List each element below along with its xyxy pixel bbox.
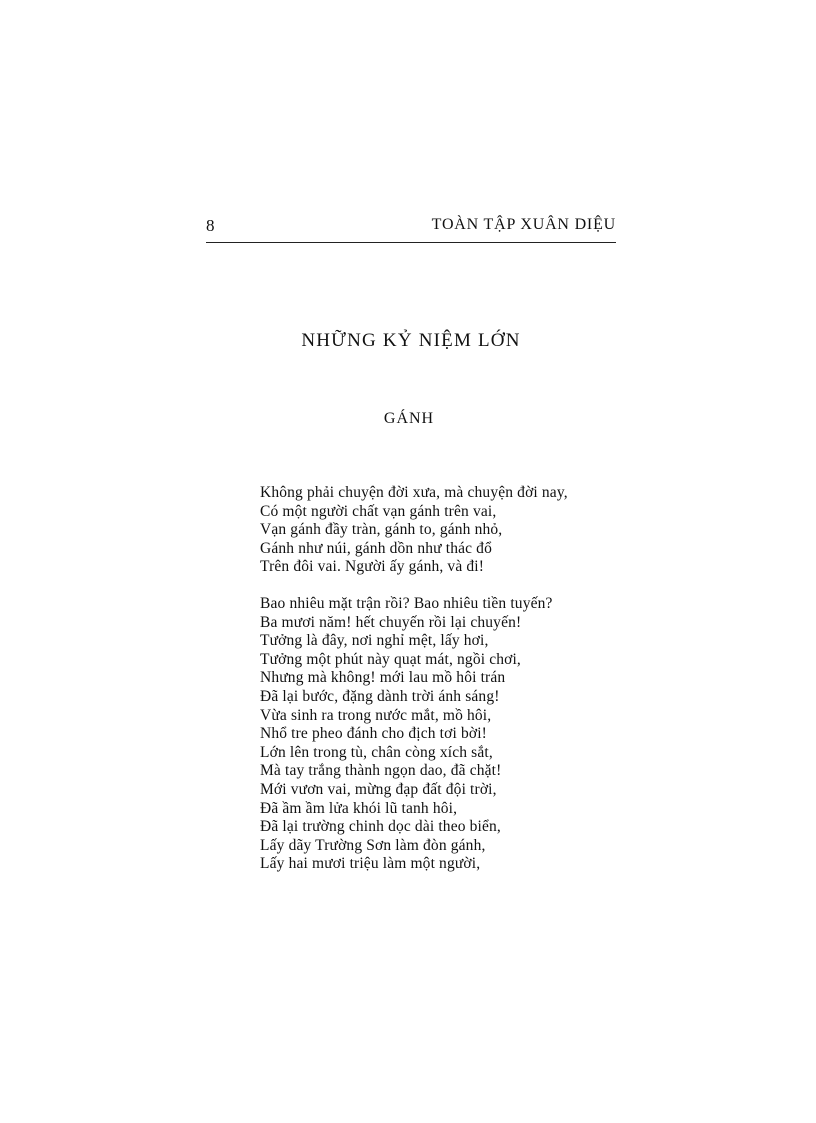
poem-line: Đã lại trường chinh dọc dài theo biển,: [260, 818, 501, 836]
section-title: NHỮNG KỶ NIỆM LỚN: [301, 330, 521, 351]
poem-line: Lấy hai mươi triệu làm một người,: [260, 855, 481, 873]
poem-line: Lấy dãy Trường Sơn làm đòn gánh,: [260, 836, 486, 854]
poem-line: Có một người chất vạn gánh trên vai,: [260, 502, 497, 520]
poem-line: Tưởng là đây, nơi nghỉ mệt, lấy hơi,: [260, 632, 489, 650]
poem-line: Tưởng một phút này quạt mát, ngồi chơi,: [260, 650, 521, 668]
running-header: [206, 216, 616, 243]
poem-line: Ba mươi năm! hết chuyến rồi lại chuyến!: [260, 613, 522, 631]
poem-line: Nhổ tre pheo đánh cho địch tơi bời!: [260, 725, 487, 743]
poem-body: [260, 484, 660, 892]
book-title: TOÀN TẬP XUÂN DIỆU: [431, 216, 616, 233]
poem-line: Không phải chuyện đời xưa, mà chuyện đời nay,: [260, 484, 568, 501]
poem-line: Trên đôi vai. Người ấy gánh, và đi!: [260, 558, 485, 576]
poem-line: Đã ầm ầm lửa khói lũ tanh hôi,: [260, 799, 458, 817]
poem-line: Mới vươn vai, mừng đạp đất đội trời,: [260, 780, 497, 798]
poem-line: Gánh như núi, gánh dồn như thác đổ: [260, 539, 492, 557]
poem-line: Bao nhiêu mặt trận rồi? Bao nhiêu tiền tuyến?: [260, 594, 553, 612]
poem-line: Mà tay trắng thành ngọn dao, đã chặt!: [260, 762, 502, 780]
stanza-1: [260, 484, 660, 577]
poem-line: Vừa sinh ra trong nước mắt, mồ hôi,: [260, 706, 492, 724]
poem-line: Vạn gánh đầy tràn, gánh to, gánh nhỏ,: [260, 521, 503, 539]
page-number: 8: [206, 216, 215, 235]
stanza-2: [260, 595, 660, 874]
poem-line: Lớn lên trong tù, chân còng xích sắt,: [260, 743, 493, 761]
poem-line: Nhưng mà không! mới lau mồ hôi trán: [260, 669, 506, 687]
poem-title: GÁNH: [383, 410, 435, 427]
poem-line: Đã lại bước, đặng dành trời ánh sáng!: [260, 687, 500, 705]
